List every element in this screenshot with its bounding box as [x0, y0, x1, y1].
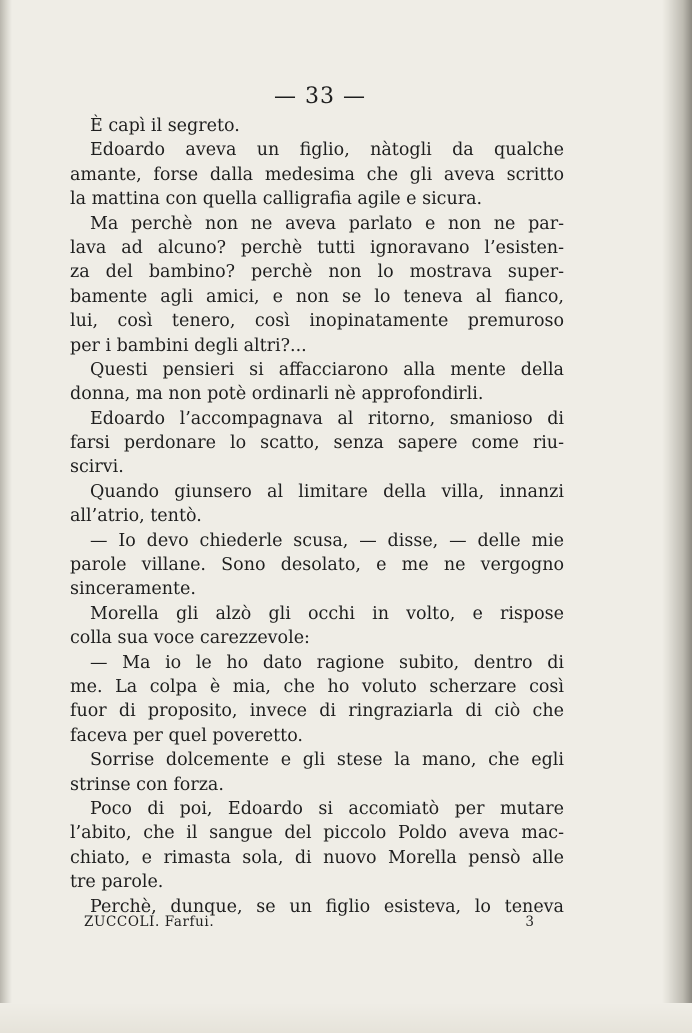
text-line: scirvi. — [70, 457, 124, 478]
page-edge-right — [662, 0, 692, 1033]
page-number: — 33 — — [274, 84, 366, 109]
text-line: Questi pensieri si affacciarono alla mente della — [90, 359, 564, 380]
text-line: chiato, e rimasta sola, di nuovo Morella pensò alle — [70, 847, 564, 868]
text-line: per i bambini degli altri?... — [70, 335, 307, 356]
text-line: Quando giunsero al limitare della villa, innanzi — [90, 481, 564, 502]
text-line: strinse con forza. — [70, 774, 224, 795]
text-line: donna, ma non potè ordinarli nè approfondirli. — [70, 384, 484, 405]
text-line: l’abito, che il sangue del piccolo Poldo aveva mac- — [70, 823, 564, 844]
text-line: Sorrise dolcemente e gli stese la mano, che egli — [90, 750, 564, 771]
body-text — [70, 114, 564, 919]
page-edge-bottom — [0, 1003, 692, 1033]
text-line: faceva per quel poveretto. — [70, 725, 303, 746]
text-line: all’atrio, tentò. — [70, 506, 202, 527]
text-line: fuor di proposito, invece di ringraziarla di ciò che — [70, 701, 564, 722]
text-line: amante, forse dalla medesima che gli aveva scritto — [70, 164, 564, 185]
text-line: — Io devo chiederle scusa, — disse, — delle mie — [90, 530, 564, 551]
text-line: parole villane. Sono desolato, e me ne vergogno — [70, 555, 564, 576]
text-line: sinceramente. — [70, 579, 196, 600]
text-line: la mattina con quella calligrafia agile e sicura. — [70, 189, 483, 210]
text-line: Edoardo l’accompagnava al ritorno, smanioso di — [90, 408, 564, 429]
text-line: lui, così tenero, così inopinatamente premuroso — [70, 311, 564, 332]
text-line: tre parole. — [70, 872, 164, 893]
page-edge-left — [0, 0, 12, 1033]
text-line: Ma perchè non ne aveva parlato e non ne par- — [90, 213, 564, 234]
text-line: lava ad alcuno? perchè tutti ignoravano l’esisten- — [70, 237, 564, 258]
text-line: È capì il segreto. — [90, 116, 240, 136]
text-line: Edoardo aveva un figlio, nàtogli da qualche — [90, 140, 564, 161]
text-line: colla sua voce carezzevole: — [70, 628, 310, 649]
text-line: bamente agli amici, e non se lo teneva al fianco, — [70, 286, 564, 307]
text-line: Poco di poi, Edoardo si accomiatò per mutare — [90, 798, 564, 819]
footer-signature: ZUCCOLI. Farfui. — [84, 914, 215, 930]
text-line: me. La colpa è mia, che ho voluto scherzare così — [70, 676, 564, 697]
text-line: — Ma io le ho dato ragione subito, dentro di — [90, 652, 564, 673]
text-line: za del bambino? perchè non lo mostrava super- — [70, 262, 564, 283]
text-line: farsi perdonare lo scatto, senza sapere come riu- — [70, 433, 564, 454]
footer-sheet-number: 3 — [525, 914, 534, 930]
text-line: Morella gli alzò gli occhi in volto, e rispose — [90, 603, 564, 624]
text-line: Perchè, dunque, se un figlio esisteva, lo teneva — [90, 896, 564, 917]
